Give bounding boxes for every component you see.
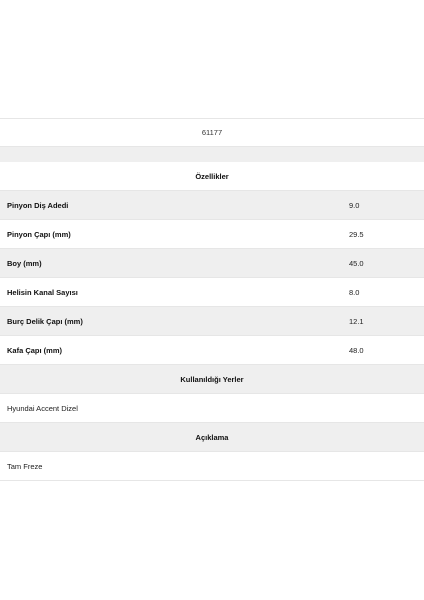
usage-row <box>0 394 424 423</box>
product-code-row <box>0 118 424 147</box>
spec-row <box>0 278 424 307</box>
spec-label: Burç Delik Çapı (mm) <box>7 316 83 326</box>
spec-label: Pinyon Diş Adedi <box>7 200 69 210</box>
spec-row <box>0 220 424 249</box>
spec-label: Kafa Çapı (mm) <box>7 345 63 355</box>
spec-label: Helisin Kanal Sayısı <box>7 287 78 297</box>
spec-row <box>0 191 424 220</box>
spec-row <box>0 307 424 336</box>
usage-text: Hyundai Accent Dizel <box>7 403 78 413</box>
spec-row <box>0 336 424 365</box>
specs-title: Özellikler <box>195 171 229 181</box>
description-text: Tam Freze <box>7 461 43 471</box>
spec-value: 8.0 <box>349 287 360 297</box>
description-title: Açıklama <box>195 432 229 442</box>
spec-label: Pinyon Çapı (mm) <box>7 229 71 239</box>
specs-section-header <box>0 162 424 191</box>
spec-row <box>0 249 424 278</box>
spec-value: 29.5 <box>349 229 364 239</box>
spec-value: 12.1 <box>349 316 364 326</box>
spec-value: 45.0 <box>349 258 364 268</box>
product-code: 61177 <box>201 128 223 137</box>
description-section-header <box>0 423 424 452</box>
spec-value: 9.0 <box>349 200 360 210</box>
spec-value: 48.0 <box>349 345 364 355</box>
spacer-row <box>0 147 424 162</box>
spec-label: Boy (mm) <box>7 258 42 268</box>
product-spec-table <box>0 118 424 481</box>
description-row <box>0 452 424 481</box>
usage-title: Kullanıldığı Yerler <box>180 374 244 384</box>
usage-section-header <box>0 365 424 394</box>
